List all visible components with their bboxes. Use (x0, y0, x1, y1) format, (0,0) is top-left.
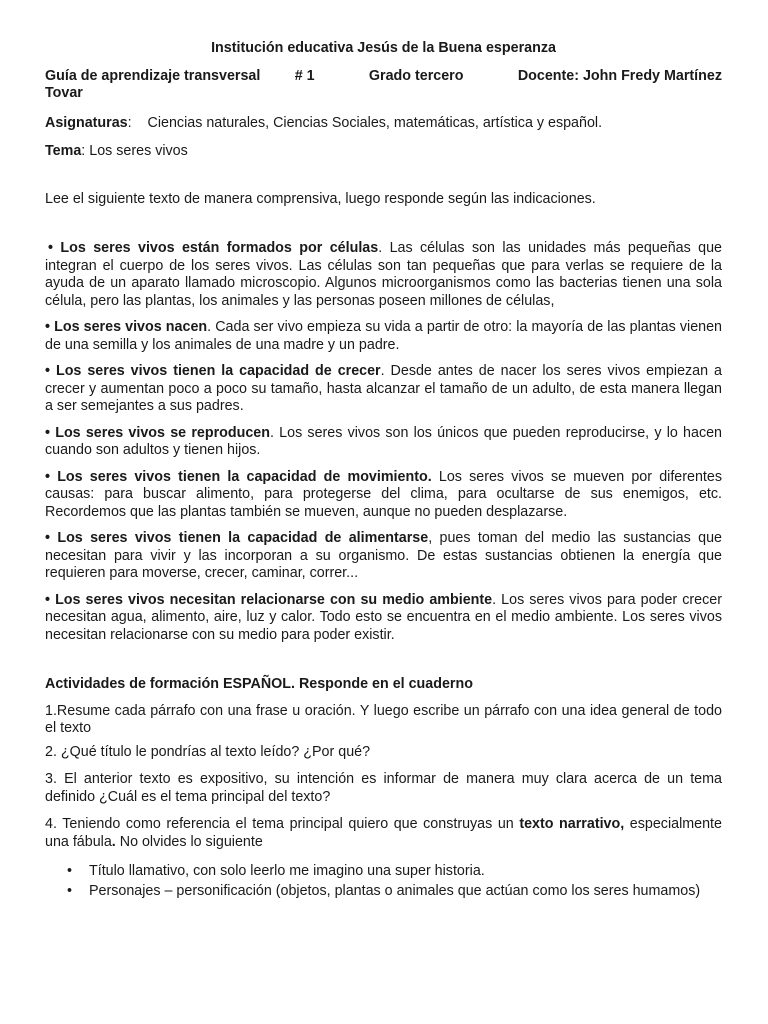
paragraph-heading: • Los seres vivos tienen la capacidad de movimiento. (45, 468, 432, 485)
question-4-text-2: especialmente una fábula (45, 816, 722, 850)
paragraph (45, 469, 722, 522)
topic-value: Los seres vivos (89, 143, 188, 159)
list-item-text: Personajes – personificación (objetos, plantas o animales que actúan como los seres humamos) (89, 882, 701, 899)
question-3: 3. El anterior texto es expositivo, su intención es informar de manera muy clara acerca de un tema definido ¿Cuál es el tema principal del texto? (45, 771, 722, 805)
instruction: Lee el siguiente texto de manera comprensiva, luego responde según las indicaciones. (45, 190, 596, 207)
subjects-value: Ciencias naturales, Ciencias Sociales, matemáticas, artística y español. (147, 114, 603, 131)
guide-header (45, 68, 722, 103)
bullet-icon: • (67, 863, 73, 879)
paragraph-heading: • Los seres vivos están formados por células (48, 240, 379, 256)
subjects-label: Asignaturas (45, 114, 128, 131)
question-4 (45, 816, 722, 851)
question-1: 1.Resume cada párrafo con una frase u oración. Y luego escribe un párrafo con una idea general de todo el texto (45, 702, 722, 736)
paragraph (45, 425, 722, 460)
question-4-text-3: No olvides lo siguiente (115, 833, 263, 850)
paragraph (45, 592, 722, 645)
paragraph-text: Los seres vivos se mueven por diferentes causas: para buscar alimento, para protegerse del clima, para ocultarse de sus enemigos, etc. Recordemos que las plantas también se mueven, aunque no pueden desplazarse. (45, 468, 722, 520)
paragraph-text: . Cada ser vivo empieza su vida a partir de otro: la mayoría de las plantas vienen de una semilla y los animales de una madre y un padre. (45, 319, 723, 353)
list-item-text: Título llamativo, con solo leerlo me imagino una super historia. (89, 863, 485, 879)
paragraph-text: . Desde antes de nacer los seres vivos empiezan a crecer y aumentan poco a poco su tamaño, hasta alcanzar el tamaño de un adulto, de esta manera llegan a ser semejantes a sus padres. (45, 363, 722, 414)
paragraph-heading: • Los seres vivos necesitan relacionarse con su medio ambiente (45, 591, 493, 608)
document-page (45, 40, 722, 900)
teacher-surname: Tovar (45, 85, 83, 101)
paragraph-text: , pues toman del medio las sustancias que necesitan para vivir y las incorporan a su organismo. De estas sustancias obtienen la energía que requieren para moverse, crecer, caminar, correr... (45, 530, 722, 581)
topic-line: Tema: Los seres vivos (45, 143, 188, 159)
requirements-list (45, 863, 722, 900)
question-4-text: 4. Teniendo como referencia el tema principal quiero que construyas un (45, 816, 520, 832)
paragraph-heading: • Los seres vivos tienen la capacidad de alimentarse (45, 530, 429, 546)
paragraph-heading: • Los seres vivos se reproducen (45, 424, 270, 441)
paragraph (45, 530, 722, 583)
question-2: 2. ¿Qué título le pondrías al texto leído? ¿Por qué? (45, 743, 371, 760)
teacher: Docente: John Fredy Martínez (517, 67, 722, 84)
list-item (45, 863, 722, 881)
list-item (45, 883, 722, 901)
activities-title: Actividades de formación ESPAÑOL. Responde en el cuaderno (45, 676, 473, 692)
grade: Grado tercero (368, 67, 464, 84)
paragraph (45, 319, 722, 354)
guide-title: Guía de aprendizaje transversal (45, 67, 261, 84)
paragraph (45, 363, 722, 416)
institution-title: Institución educativa Jesús de la Buena esperanza (211, 40, 556, 56)
paragraph-heading: • Los seres vivos nacen (45, 319, 208, 335)
question-4-emphasis: texto narrativo, (519, 816, 625, 832)
topic-label: Tema (45, 143, 82, 159)
question-4-period: . (111, 833, 116, 850)
paragraph-text: . Los seres vivos son los únicos que pueden reproducirse, y lo hacen cuando son adultos y tienen hijos. (45, 424, 722, 458)
paragraph (45, 240, 722, 310)
subjects-line: Asignaturas: Ciencias naturales, Ciencias Sociales, matemáticas, artística y español. (45, 114, 603, 131)
bullet-icon: • (67, 882, 73, 899)
guide-number: # 1 (294, 67, 315, 84)
paragraph-text: . Las células son las unidades más pequeñas que integran el cuerpo de los seres vivos. Las células son tan pequeñas que para verlas se requiere de la ayuda de un aparato llamado microscopio. Algunos microorganismos como las bacterias tienen una sola célula, pero las plantas, los animales y las personas poseen millones de células, (45, 240, 723, 309)
paragraph-heading: • Los seres vivos tienen la capacidad de crecer (45, 363, 381, 379)
content-paragraphs (45, 240, 722, 644)
paragraph-text: . Los seres vivos para poder crecer necesitan agua, alimento, aire, luz y calor. Todo esto se encuentra en el medio ambiente. Los seres vivos necesitan relacionarse con su medio para poder existir. (45, 591, 722, 643)
